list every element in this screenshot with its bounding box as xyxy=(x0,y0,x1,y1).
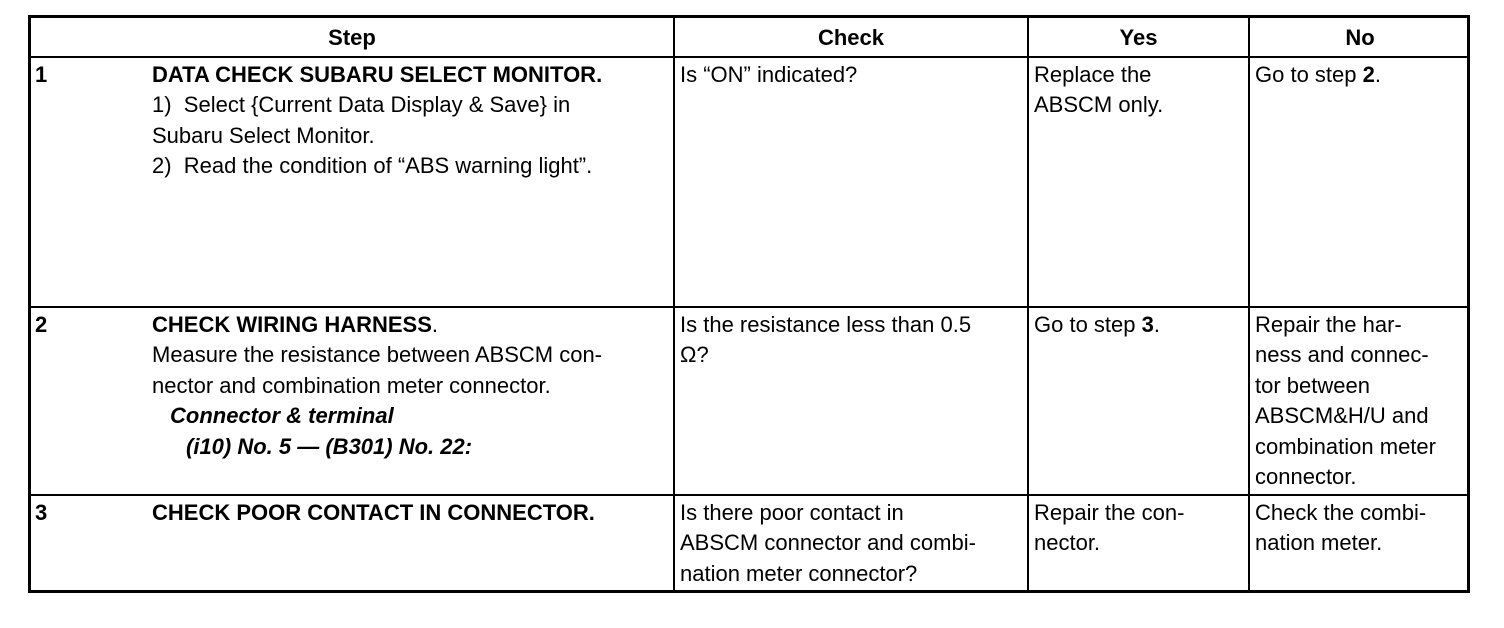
spec-label: Connector & terminal xyxy=(170,403,394,429)
column-divider-yes-no xyxy=(1248,18,1250,590)
step-title: DATA CHECK SUBARU SELECT MONITOR. xyxy=(152,62,603,87)
row-divider-2 xyxy=(31,494,1467,496)
row-divider-1 xyxy=(31,306,1467,308)
step-content xyxy=(152,60,602,182)
header-divider xyxy=(31,56,1467,58)
step-content xyxy=(152,498,595,528)
step-instruction: nector and combination meter connector. xyxy=(152,372,551,398)
step-instruction: 1) Select {Current Data Display & Save} in xyxy=(152,92,571,118)
header-check: Check xyxy=(817,25,885,50)
step-number: 2 xyxy=(35,312,48,337)
check-cell: Is “ON” indicated? xyxy=(680,62,858,87)
yes-cell: Go to step 3. xyxy=(1034,312,1160,337)
header-no: No xyxy=(1345,25,1375,50)
troubleshooting-table xyxy=(28,15,1470,593)
yes-cell: Replace the ABSCM only. xyxy=(1034,62,1164,118)
step-instruction: Measure the resistance between ABSCM con- xyxy=(152,342,603,368)
step-instruction: 2) Read the condition of “ABS warning light”. xyxy=(152,153,593,179)
spec-value: (i10) No. 5 — (B301) No. 22: xyxy=(186,433,473,459)
check-cell: Is there poor contact in ABSCM connector and combi- nation meter connector? xyxy=(680,500,976,586)
step-title: CHECK WIRING HARNESS. xyxy=(152,312,439,337)
no-cell: Go to step 2. xyxy=(1255,62,1381,87)
no-cell: Check the combi- nation meter. xyxy=(1255,500,1427,556)
header-step: Step xyxy=(328,25,376,50)
header-yes: Yes xyxy=(1119,25,1158,50)
check-cell: Is the resistance less than 0.5 Ω? xyxy=(680,312,972,368)
column-divider-step-check xyxy=(673,18,675,590)
step-number: 3 xyxy=(35,500,48,525)
step-number: 1 xyxy=(35,62,48,87)
yes-cell: Repair the con- nector. xyxy=(1034,500,1185,556)
column-divider-check-yes xyxy=(1027,18,1029,590)
step-title: CHECK POOR CONTACT IN CONNECTOR. xyxy=(152,500,595,525)
step-content xyxy=(152,310,602,462)
step-instruction: Subaru Select Monitor. xyxy=(152,122,375,148)
no-cell: Repair the har- ness and connec- tor between ABSCM&H/U and combination meter connector. xyxy=(1255,312,1436,490)
